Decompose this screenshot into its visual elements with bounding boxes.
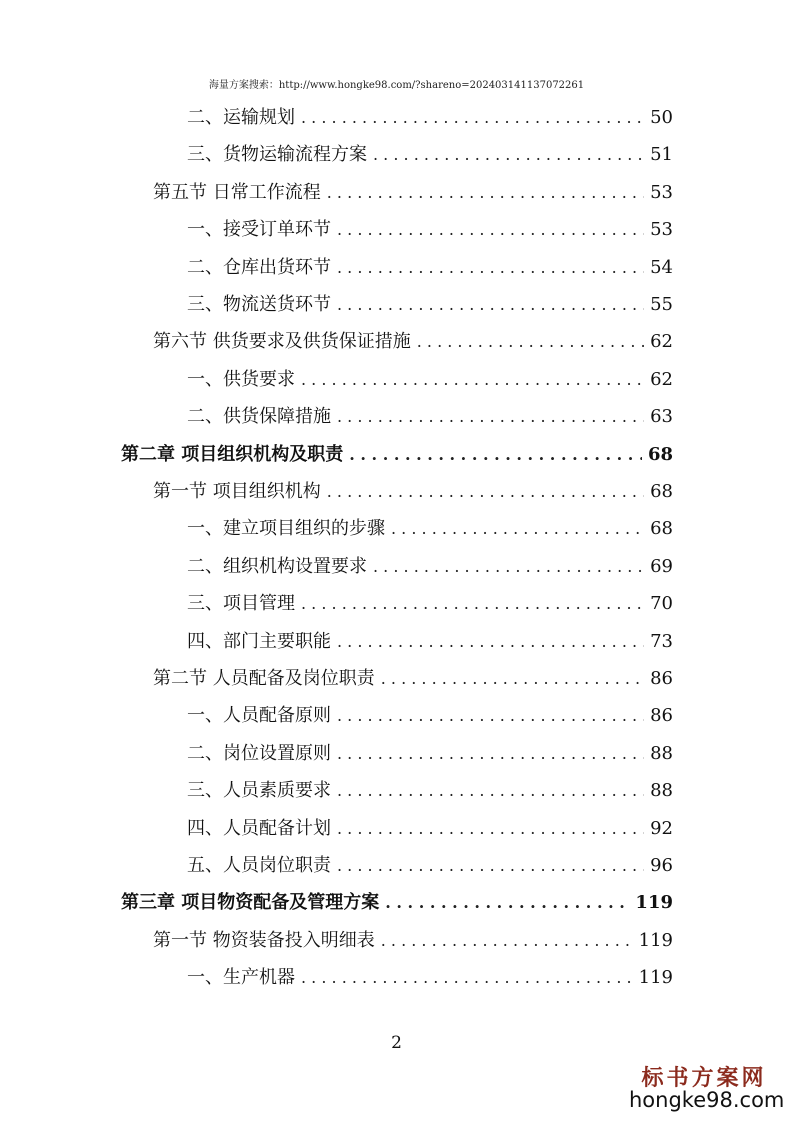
toc-entry-section[interactable] [153, 664, 673, 694]
toc-entry-title: 第一节 物资装备投入明细表 [153, 929, 375, 951]
watermark-chinese-text: 标书方案网 [641, 1065, 767, 1091]
toc-entry-title: 第二章 项目组织机构及职责 [121, 443, 344, 465]
toc-entry-item[interactable] [187, 215, 673, 245]
toc-dot-leader [385, 888, 629, 918]
toc-entry-page-number: 119 [638, 967, 673, 989]
toc-entry-item[interactable] [187, 140, 673, 170]
toc-entry-title: 二、岗位设置原则 [187, 742, 331, 764]
toc-entry-section[interactable] [153, 926, 673, 956]
toc-entry-section[interactable] [153, 477, 673, 507]
toc-entry-item[interactable] [187, 851, 673, 881]
toc-dot-leader [327, 477, 644, 507]
toc-entry-title: 二、组织机构设置要求 [187, 555, 367, 577]
toc-dot-leader [337, 290, 644, 320]
toc-dot-leader [349, 440, 642, 470]
toc-entry-page-number: 88 [650, 742, 673, 764]
toc-dot-leader [337, 402, 644, 432]
toc-entry-page-number: 86 [650, 668, 673, 689]
toc-entry-page-number: 86 [650, 705, 673, 727]
toc-entry-item[interactable] [187, 552, 673, 582]
toc-entry-title: 二、供货保障措施 [187, 406, 331, 428]
toc-entry-section[interactable] [153, 178, 673, 208]
toc-entry-title: 一、生产机器 [187, 967, 295, 989]
toc-entry-chapter[interactable] [121, 440, 673, 470]
toc-dot-leader [337, 814, 644, 844]
page-number: 2 [391, 1033, 402, 1053]
toc-dot-leader [417, 327, 644, 357]
toc-dot-leader [337, 739, 644, 769]
toc-dot-leader [381, 664, 644, 694]
toc-entry-item[interactable] [187, 701, 673, 731]
toc-entry-title: 一、建立项目组织的步骤 [187, 518, 385, 540]
toc-entry-page-number: 53 [650, 181, 673, 203]
toc-dot-leader [337, 627, 644, 657]
toc-entry-item[interactable] [187, 814, 673, 844]
toc-dot-leader [381, 926, 633, 956]
toc-entry-item[interactable] [187, 514, 673, 544]
toc-entry-page-number: 53 [650, 219, 673, 241]
toc-dot-leader [327, 178, 644, 208]
toc-entry-page-number: 96 [650, 855, 673, 876]
toc-dot-leader [301, 365, 644, 395]
toc-entry-title: 三、物流送货环节 [187, 294, 331, 315]
toc-entry-title: 第三章 项目物资配备及管理方案 [121, 892, 380, 914]
toc-entry-item[interactable] [187, 739, 673, 769]
toc-entry-page-number: 63 [650, 406, 673, 428]
toc-entry-title: 第五节 日常工作流程 [153, 181, 321, 203]
toc-entry-item[interactable] [187, 290, 673, 320]
toc-entry-page-number: 62 [650, 331, 673, 353]
toc-dot-leader [391, 514, 644, 544]
toc-entry-item[interactable] [187, 627, 673, 657]
toc-entry-title: 五、人员岗位职责 [187, 855, 331, 876]
toc-dot-leader [301, 103, 644, 133]
toc-dot-leader [337, 776, 644, 806]
toc-entry-page-number: 92 [650, 817, 673, 839]
toc-entry-chapter[interactable] [121, 888, 673, 918]
toc-entry-title: 第六节 供货要求及供货保证措施 [153, 331, 411, 353]
toc-entry-title: 第二节 人员配备及岗位职责 [153, 668, 375, 689]
toc-entry-title: 第一节 项目组织机构 [153, 481, 321, 502]
toc-entry-page-number: 68 [647, 443, 673, 465]
toc-entry-page-number: 51 [650, 144, 673, 166]
toc-entry-item[interactable] [187, 402, 673, 432]
toc-dot-leader [337, 215, 644, 245]
toc-dot-leader [301, 963, 633, 993]
toc-entry-title: 二、仓库出货环节 [187, 256, 331, 278]
page-header-url: 海量方案搜索：http://www.hongke98.com/?shareno=202403141137072261 [208, 80, 585, 91]
toc-entry-item[interactable] [187, 253, 673, 283]
toc-entry-page-number: 50 [650, 107, 673, 128]
toc-entry-item[interactable] [187, 365, 673, 395]
toc-entry-title: 四、部门主要职能 [187, 630, 331, 652]
toc-entry-page-number: 88 [650, 780, 673, 802]
toc-entry-page-number: 73 [650, 630, 673, 652]
toc-entry-title: 二、运输规划 [187, 107, 295, 128]
toc-entry-page-number: 69 [650, 555, 673, 577]
toc-entry-page-number: 54 [650, 256, 673, 278]
toc-entry-section[interactable] [153, 327, 673, 357]
toc-entry-title: 三、人员素质要求 [187, 780, 331, 802]
toc-entry-page-number: 68 [650, 481, 673, 502]
toc-entry-page-number: 119 [638, 929, 673, 951]
toc-dot-leader [301, 589, 644, 619]
site-watermark-logo [629, 1061, 785, 1112]
watermark-domain-text: hongke98.com [629, 1088, 785, 1112]
toc-entry-page-number: 62 [650, 368, 673, 390]
toc-entry-page-number: 55 [650, 294, 673, 315]
toc-entry-page-number: 70 [650, 593, 673, 615]
toc-entry-title: 四、人员配备计划 [187, 817, 331, 839]
toc-entry-title: 三、项目管理 [187, 593, 295, 615]
toc-dot-leader [373, 552, 644, 582]
toc-dot-leader [337, 851, 644, 881]
toc-entry-title: 一、接受订单环节 [187, 219, 331, 241]
toc-entry-page-number: 119 [635, 892, 673, 914]
toc-dot-leader [373, 140, 644, 170]
toc-entry-page-number: 68 [650, 518, 673, 540]
toc-entry-title: 一、人员配备原则 [187, 705, 331, 727]
toc-entry-item[interactable] [187, 103, 673, 133]
toc-entry-title: 一、供货要求 [187, 368, 295, 390]
toc-dot-leader [337, 253, 644, 283]
toc-entry-item[interactable] [187, 963, 673, 993]
toc-entry-item[interactable] [187, 589, 673, 619]
toc-entry-item[interactable] [187, 776, 673, 806]
toc-entry-title: 三、货物运输流程方案 [187, 144, 367, 166]
toc-dot-leader [337, 701, 644, 731]
